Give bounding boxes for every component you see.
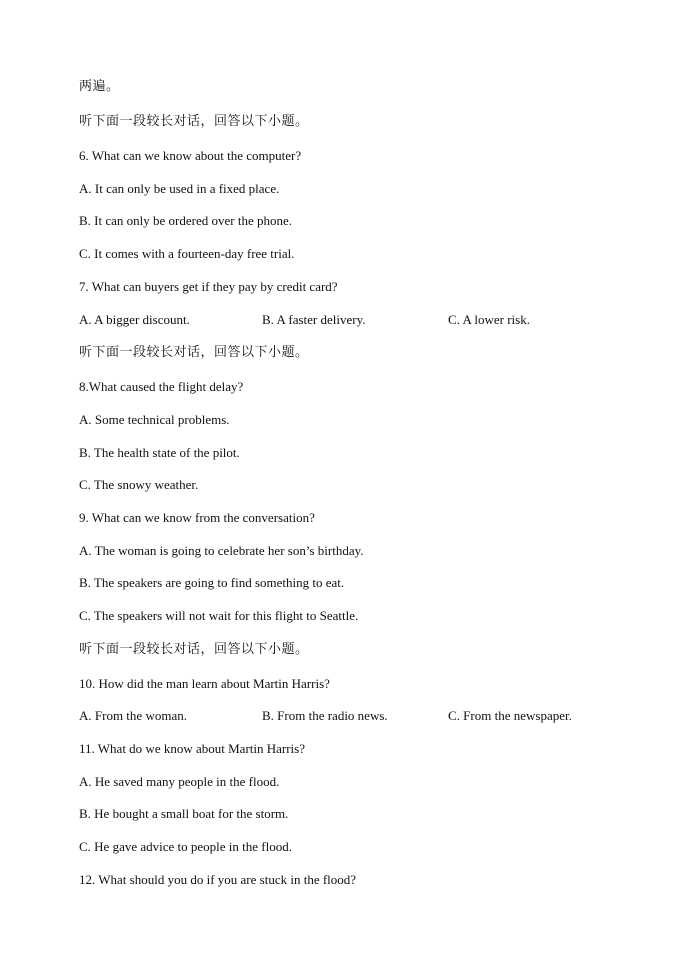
question-8: 8.What caused the flight delay? [79, 379, 244, 394]
q11-option-c: C. He gave advice to people in the flood. [79, 839, 292, 854]
question-9: 9. What can we know from the conversation? [79, 510, 315, 525]
q6-option-a: A. It can only be used in a fixed place. [79, 181, 280, 196]
q9-option-a: A. The woman is going to celebrate her son’s birthday. [79, 543, 364, 558]
question-12: 12. What should you do if you are stuck in the flood? [79, 872, 357, 887]
q7-option-b: B. A faster delivery. [262, 312, 366, 327]
q11-option-b: B. He bought a small boat for the storm. [79, 806, 289, 821]
q7-options [79, 312, 639, 328]
section-note: 两遍。 [79, 79, 120, 94]
q9-option-c: C. The speakers will not wait for this flight to Seattle. [79, 608, 359, 623]
section-instruction: 听下面一段较长对话，回答以下小题。 [79, 345, 309, 360]
q10-option-a: A. From the woman. [79, 708, 187, 723]
q11-option-a: A. He saved many people in the flood. [79, 774, 280, 789]
q10-option-b: B. From the radio news. [262, 708, 388, 723]
q10-options [79, 708, 639, 724]
q8-option-c: C. The snowy weather. [79, 477, 199, 492]
question-11: 11. What do we know about Martin Harris? [79, 741, 306, 756]
q8-option-b: B. The health state of the pilot. [79, 445, 240, 460]
q7-option-c: C. A lower risk. [448, 312, 530, 327]
q8-option-a: A. Some technical problems. [79, 412, 230, 427]
question-7: 7. What can buyers get if they pay by credit card? [79, 279, 338, 294]
q9-option-b: B. The speakers are going to find something to eat. [79, 575, 345, 590]
question-6: 6. What can we know about the computer? [79, 148, 302, 163]
q6-option-c: C. It comes with a fourteen-day free trial. [79, 246, 295, 261]
question-10: 10. How did the man learn about Martin Harris? [79, 676, 330, 691]
q6-option-b: B. It can only be ordered over the phone. [79, 213, 292, 228]
section-instruction: 听下面一段较长对话，回答以下小题。 [79, 642, 309, 657]
section-instruction: 听下面一段较长对话，回答以下小题。 [79, 114, 309, 129]
q7-option-a: A. A bigger discount. [79, 312, 190, 327]
q10-option-c: C. From the newspaper. [448, 708, 572, 723]
